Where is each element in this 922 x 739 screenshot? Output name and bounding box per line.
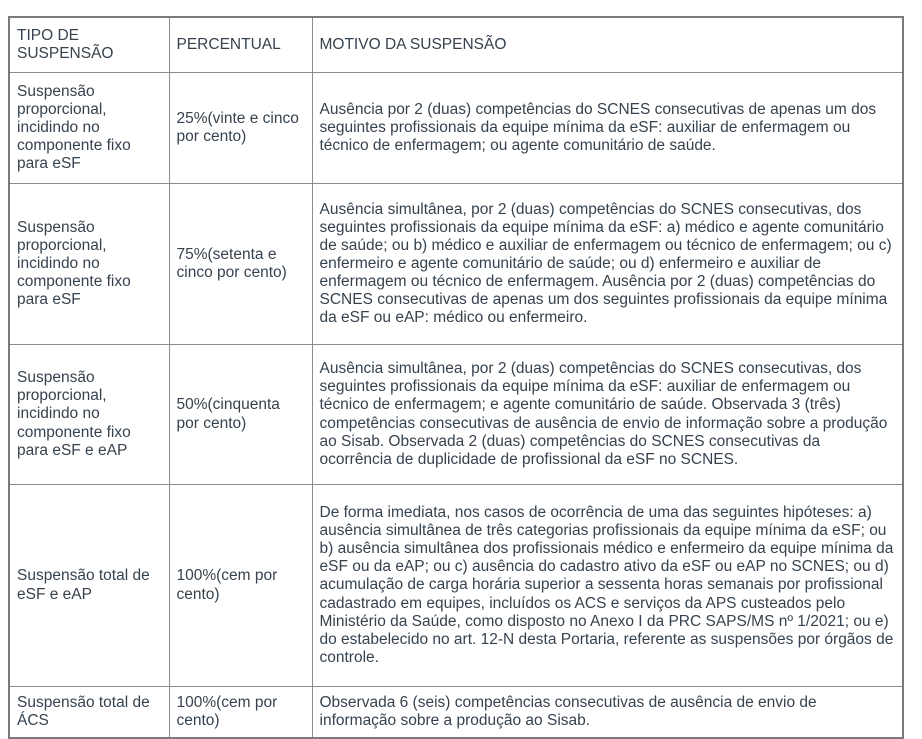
cell-motivo: Ausência simultânea, por 2 (duas) competências do SCNES consecutivas, dos seguintes profissionais da equipe mínima da eSF: auxiliar de enfermagem ou técnico de enfermagem; e agente comunitário de saúde. Observada 3 (três) competências consecutivas de ausência de envio de informação sobre a produção ao Sisab. Observada 2 (duas) competências do SCNES consecutivas da ocorrência de duplicidade de profissional da eSF no SCNES. <box>312 345 903 485</box>
cell-tipo: Suspensão total de ÁCS <box>9 687 169 739</box>
cell-tipo: Suspensão proporcional, incidindo no componente fixo para eSF e eAP <box>9 345 169 485</box>
cell-tipo: Suspensão proporcional, incidindo no componente fixo para eSF <box>9 73 169 184</box>
cell-tipo: Suspensão total de eSF e eAP <box>9 485 169 687</box>
cell-percentual: 75%(setenta e cinco por cento) <box>169 184 312 345</box>
table-row <box>9 687 903 739</box>
table-row <box>9 485 903 687</box>
column-header-percentual: PERCENTUAL <box>169 17 312 73</box>
cell-motivo: De forma imediata, nos casos de ocorrência de uma das seguintes hipóteses: a) ausência simultânea de três categorias profissionais da equipe mínima da eSF; ou b) ausência simultânea dos profissionais médico e enfermeiro da equipe mínima da eSF ou da eAP; ou c) ausência do cadastro ativo da eSF ou eAP no SCNES; ou d) acumulação de carga horária superior a sessenta horas semanais por profissional cadastrado em equipes, incluídos os ACS e serviços da APS custeados pelo Ministério da Saúde, como disposto no Anexo I da PRC SAPS/MS nº 1/2021; ou e) do estabelecido no art. 12-N desta Portaria, referente as suspensões por órgãos de controle. <box>312 485 903 687</box>
suspension-rules-table <box>8 16 904 739</box>
cell-motivo: Ausência por 2 (duas) competências do SCNES consecutivas de apenas um dos seguintes profissionais da equipe mínima da eSF: auxiliar de enfermagem ou técnico de enfermagem; ou agente comunitário de saúde. <box>312 73 903 184</box>
column-header-tipo-de-suspensao: TIPO DE SUSPENSÃO <box>9 17 169 73</box>
cell-motivo: Observada 6 (seis) competências consecutivas de ausência de envio de informação sobre a produção ao Sisab. <box>312 687 903 739</box>
table-row <box>9 73 903 184</box>
cell-percentual: 100%(cem por cento) <box>169 687 312 739</box>
table-row <box>9 345 903 485</box>
cell-tipo: Suspensão proporcional, incidindo no componente fixo para eSF <box>9 184 169 345</box>
cell-motivo: Ausência simultânea, por 2 (duas) competências do SCNES consecutivas, dos seguintes profissionais da equipe mínima da eSF: a) médico e agente comunitário de saúde; ou b) médico e auxiliar de enfermagem ou técnico de enfermagem; ou c) enfermeiro e agente comunitário de saúde; ou d) enfermeiro e auxiliar de enfermagem ou técnico de enfermagem. Ausência por 2 (duas) competências do SCNES consecutivas de apenas um dos seguintes profissionais da equipe mínima da eSF ou eAP: médico ou enfermeiro. <box>312 184 903 345</box>
cell-percentual: 25%(vinte e cinco por cento) <box>169 73 312 184</box>
table-row <box>9 184 903 345</box>
cell-percentual: 100%(cem por cento) <box>169 485 312 687</box>
column-header-motivo-da-suspensao: MOTIVO DA SUSPENSÃO <box>312 17 903 73</box>
cell-percentual: 50%(cinquenta por cento) <box>169 345 312 485</box>
table-header-row <box>9 17 903 73</box>
